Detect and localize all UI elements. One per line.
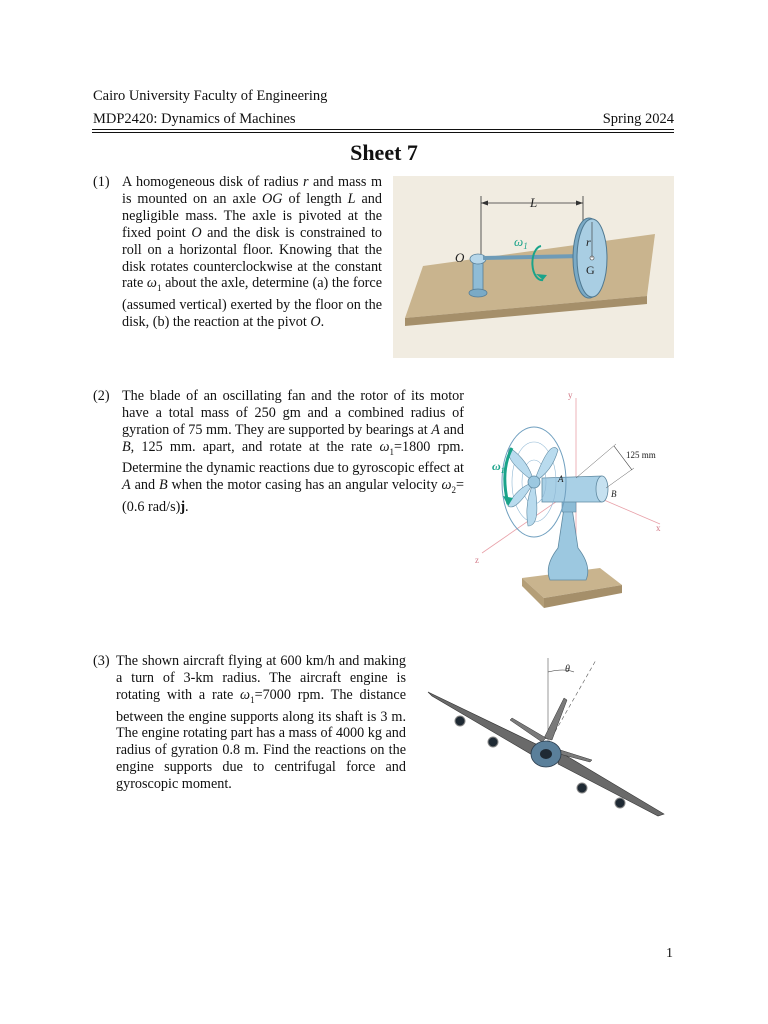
problem-2	[93, 388, 464, 516]
label-y: y	[568, 390, 573, 400]
header-rule-top	[92, 129, 674, 130]
problem-1-number: (1)	[93, 174, 110, 190]
fan-hub	[528, 476, 540, 488]
dimension-extension-1	[576, 444, 616, 478]
engine-1	[455, 716, 465, 726]
label-omega-symbol: ω	[492, 459, 501, 473]
header-course: MDP2420: Dynamics of Machines	[93, 111, 296, 127]
sheet-title: Sheet 7	[350, 140, 418, 165]
figure-disk-on-axle	[393, 176, 674, 358]
figure-oscillating-fan	[472, 388, 672, 628]
label-O: O	[455, 250, 465, 265]
motor-end-cap	[596, 476, 608, 502]
label-r: r	[586, 235, 591, 249]
problem-2-text: The blade of an oscillating fan and the rotor of its motor have a total mass of 250 gm and a combined radius of gyration of 75 mm. They are supported by bearings at A and B, 125 mm. apart, and rotate at the rate $\omega_1=1800$ rpm. Determine the dynamic reactions due to gyroscopic effect at A and B when the motor casing has an angular velocity $\omega_2=(0.6$ rad/s)j.	[122, 388, 464, 516]
label-omega-subscript: 1	[500, 466, 505, 475]
pivot-base	[469, 289, 487, 297]
label-L: L	[530, 195, 538, 210]
label-theta: θ	[565, 664, 570, 675]
problem-1-text: A homogeneous disk of radius r and mass m is mounted on an axle OG of length L and negligible mass. The axle is pivoted at the fixed point O and the disk is constrained to roll on a horizontal floor. Knowing that the disk rotates counterclockwise at the constant rate $\omega_1$ about the axle, determine (a) the force (assumed vertical) exerted by the floor on the disk, (b) the reaction at the pivot O.	[122, 174, 383, 331]
engine-2	[488, 737, 498, 747]
engine-4	[615, 798, 625, 808]
engine-3	[577, 783, 587, 793]
theta-arc	[548, 670, 574, 672]
dimension-extension-2	[606, 468, 634, 488]
fan-stand	[548, 508, 588, 580]
label-B: B	[611, 489, 617, 499]
label-z: z	[475, 555, 479, 565]
header-university: Cairo University Faculty of Engineering	[93, 88, 328, 104]
problem-2-number: (2)	[93, 388, 110, 404]
problem-3	[93, 653, 406, 808]
label-omega	[492, 459, 505, 475]
problem-3-text: The shown aircraft flying at 600 km/h and making a turn of 3-km radius. The aircraft engine is rotating with a rate $\omega_1=7000$ rpm. The distance between the engine supports along its shaft is 3 m. The engine rotating part has a mass of 4000 kg and radius of gyration 0.8 m. Find the reactions on the engine supports due to centrifugal force and gyroscopic moment.	[116, 653, 406, 793]
label-A: A	[558, 474, 564, 484]
problem-1	[93, 174, 383, 344]
header-rule-bottom	[92, 132, 674, 133]
label-x: x	[656, 523, 661, 533]
right-wing	[558, 752, 664, 816]
cockpit	[540, 749, 552, 759]
label-G: G	[586, 263, 595, 277]
label-omega-symbol: ω	[514, 234, 524, 249]
header-term: Spring 2024	[602, 111, 674, 127]
label-omega-subscript: 1	[523, 241, 528, 251]
tail-fin	[544, 698, 567, 740]
figure-aircraft	[424, 648, 668, 818]
page-number: 1	[666, 946, 673, 961]
problem-3-number: (3)	[93, 653, 110, 669]
label-dimension: 125 mm	[626, 450, 656, 460]
